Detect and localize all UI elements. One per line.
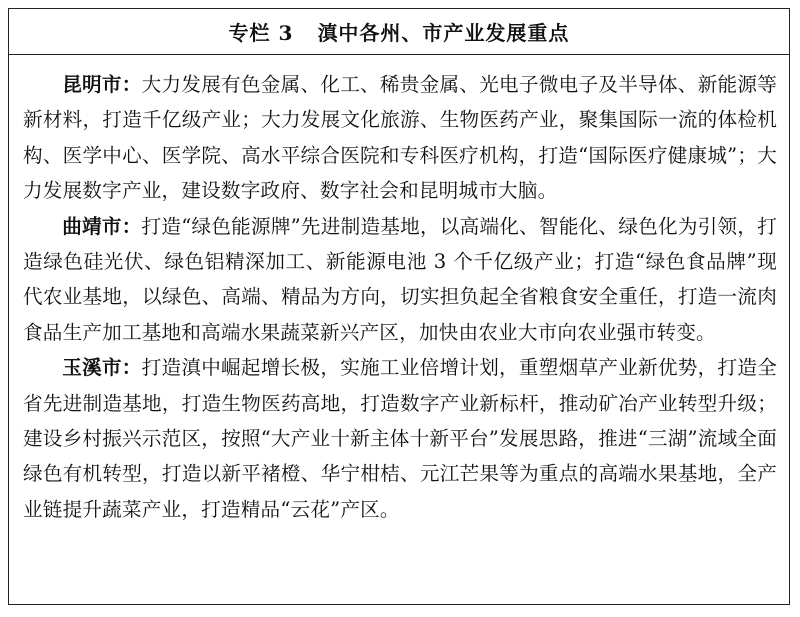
- box-title: 滇中各州、市产业发展重点: [317, 21, 570, 45]
- section-text-kunming: 大力发展有色金属、化工、稀贵金属、光电子微电子及半导体、新能源等新材料，打造千亿级产业；大力发展文化旅游、生物医药产业，聚集国际一流的体检机构、医学中心、医学院、高水平综合医院和专科医疗机构，打造“国际医疗健康城”；大力发展数字产业，建设数字政府、数字社会和昆明城市大脑。: [23, 73, 777, 203]
- box-body: [9, 55, 789, 527]
- section-kunming: [23, 67, 777, 209]
- city-name-qujing: 曲靖市：: [62, 214, 142, 238]
- section-yuxi: [23, 350, 777, 527]
- city-name-yuxi: 玉溪市：: [62, 356, 142, 380]
- box-header: [9, 9, 789, 55]
- section-qujing: [23, 209, 777, 351]
- box-label: 专栏 3: [228, 21, 294, 45]
- feature-box: [8, 8, 790, 605]
- section-text-yuxi: 打造滇中崛起增长极，实施工业倍增计划，重塑烟草产业新优势，打造全省先进制造基地，打造生物医药高地，打造数字产业新标杆，推动矿冶产业转型升级；建设乡村振兴示范区，按照“大产业十新主体十新平台”发展思路，推进“三湖”流域全面绿色有机转型，打造以新平褚橙、华宁柑桔、元江芒果等为重点的高端水果基地，全产业链提升蔬菜产业，打造精品“云花”产区。: [23, 356, 777, 521]
- city-name-kunming: 昆明市：: [62, 73, 142, 96]
- section-text-qujing: 打造“绿色能源牌”先进制造基地，以高端化、智能化、绿色化为引领，打造绿色硅光伏、绿色铝精深加工、新能源电池 3 个千亿级产业；打造“绿色食品牌”现代农业基地，以绿色、高端、精品为方向，切实担负起全省粮食安全重任，打造一流肉食品生产加工基地和高端水果蔬菜新兴产区，加快由农业大市向农业强市转变。: [23, 214, 777, 344]
